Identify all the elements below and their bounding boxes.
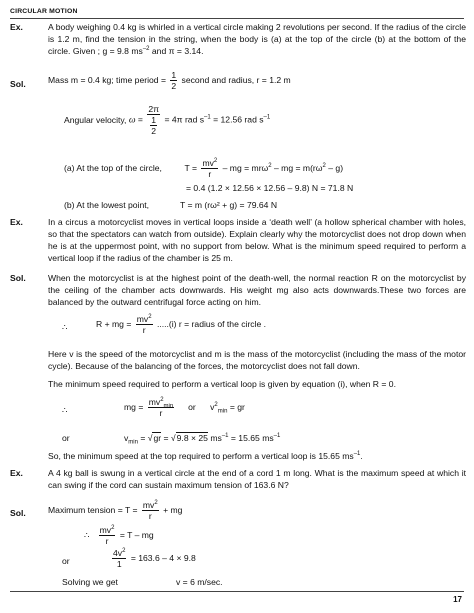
final-speed-result: v = 6 m/sec.	[176, 577, 223, 587]
equation-i: R + mg = $\frac{mv^2}{r}$ .....(i) r = radius of the circle .	[96, 314, 267, 335]
tension-bottom-result: T = m (rω² + g) = 79.64 N	[180, 200, 278, 210]
or-label: or	[62, 433, 70, 443]
solution-2-explanation: Here v is the speed of the motorcyclist and m is the mass of the motorcyclist (including the mass of the motor cycle). Because of the balancing of the forces, the motorcyclist does not fall down.	[48, 349, 466, 371]
example-label: Ex.	[10, 468, 23, 478]
minimum-speed-conclusion: So, the minimum speed at the top required to perform a vertical loop is 15.65 $ms^{-1}$.	[48, 451, 363, 461]
tension-top-result: = 0.4 (1.2 × 12.56 × 12.56 – 9.8) N = 71.8 N	[186, 183, 354, 193]
solution-label: Sol.	[10, 79, 26, 89]
example-1-text: A body weighing 0.4 kg is whirled in a vertical circle making 2 revolutions per second. If the radius of the circle is 1.2 m, find the tension in the string, when the body is (a) at the top of the circle (b) at the bottom of the circle. Given ; g = 9.8 $ms^{-2}$ and π = 3.14.	[48, 22, 466, 56]
vmin-calculation: $v_{min} = √gr = √9.8 \times 25$ $ms^{-1} = 15.65$ $ms^{-1}$	[124, 433, 281, 446]
mass-period-line: Mass m = 0.4 kg; time period = $\frac{1}{2}$ second and radius, r = 1.2 m	[48, 70, 291, 91]
minimum-speed-equation: mg = $mv^2_{min}$ r or $v^2_{min}$ = gr	[124, 397, 245, 418]
angular-velocity-line: Angular velocity, ω = $\frac{2\pi}{\frac{1}{2}}$ = 4π rad $s^{-1} = 12.56$ rad $s^{-1}$	[64, 104, 271, 136]
solution-label: Sol.	[10, 273, 26, 283]
or-label: or	[62, 556, 70, 566]
example-label: Ex.	[10, 217, 23, 227]
page-number: 17	[453, 595, 462, 604]
substituted-equation: $\frac{4v^2}{1}$ = 163.6 – 4 × 9.8	[113, 548, 196, 569]
top-of-circle-line: (a) At the top of the circle, T = $\frac{mv^2}{r}$ – mg = mrω$^2$ – mg = $m(r\omega^2 - g)$	[64, 158, 344, 179]
header-rule	[10, 18, 464, 19]
rearranged-equation: ∴ $\frac{mv^2}{r}$ = T – mg	[84, 525, 154, 546]
solving-label: Solving we get	[62, 577, 118, 587]
example-2-text: In a circus a motorcyclist moves in vertical loops inside a ‘death well’ (a hollow spherical chamber with holes, so that the spectators can watch from outside). Explain clearly why the motorcyclist does not drop down when he is at the uppermost point, with no support from below. What is the minimum speed required to perform a vertical loop if the radius of the chamber is 25 m.	[48, 217, 466, 263]
running-header: CIRCULAR MOTION	[10, 8, 78, 15]
maximum-tension-equation: Maximum tension = T = $\frac{mv^2}{r}$ + mg	[48, 500, 183, 521]
footer-rule	[10, 591, 464, 592]
therefore-symbol: ∴	[62, 322, 68, 332]
example-label: Ex.	[10, 22, 23, 32]
lowest-point-label: (b) At the lowest point,	[64, 200, 150, 210]
solution-label: Sol.	[10, 508, 26, 518]
therefore-symbol: ∴	[62, 405, 68, 415]
minimum-speed-statement: The minimum speed required to perform a vertical loop is given by equation (i), when R = 0.	[48, 379, 396, 389]
solution-2-text: When the motorcyclist is at the highest point of the death-well, the normal reaction R on the motorcyclist by the ceiling of the chamber acts downwards. His weight mg also acts downwards.These two forces are balanced by the outward centrifugal force acting on him.	[48, 273, 466, 307]
example-3-text: A 4 kg ball is swung in a vertical circle at the end of a cord 1 m long. What is the maximum speed at which it can swing if the cord can sustain maximum tension of 163.6 N?	[48, 468, 466, 490]
